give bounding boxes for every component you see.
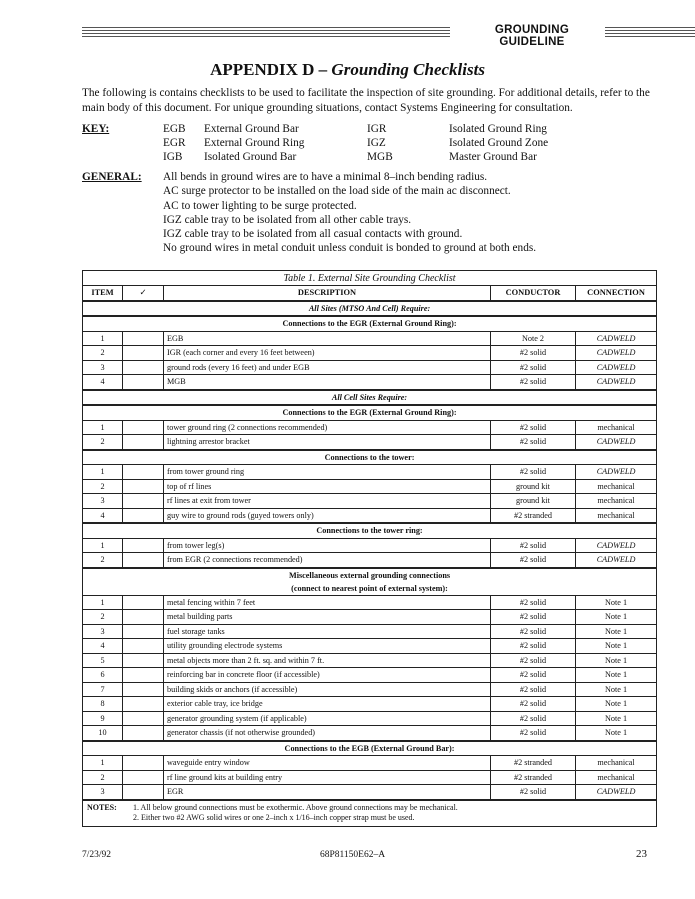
item-number: 1 xyxy=(83,420,123,435)
subsection-header-row xyxy=(83,741,657,756)
description-cell: reinforcing bar in concrete floor (if accessible) xyxy=(164,668,491,683)
conductor-cell: #2 solid xyxy=(491,726,576,741)
description-cell: top of rf lines xyxy=(164,479,491,494)
section-heading-text: Connections to the tower ring: xyxy=(316,526,423,536)
description-cell: utility grounding electrode systems xyxy=(164,639,491,654)
check-cell[interactable] xyxy=(123,420,164,435)
footer-page-number: 23 xyxy=(636,848,647,860)
check-cell[interactable] xyxy=(123,711,164,726)
table-row xyxy=(83,785,657,800)
connection-cell: CADWELD xyxy=(576,346,657,361)
connection-cell: Note 1 xyxy=(576,668,657,683)
connection-cell: CADWELD xyxy=(576,360,657,375)
check-cell[interactable] xyxy=(123,595,164,610)
section-heading xyxy=(83,390,657,406)
conductor-cell: #2 solid xyxy=(491,785,576,800)
description-cell: from tower ground ring xyxy=(164,465,491,480)
item-number: 1 xyxy=(83,756,123,771)
description-cell: rf line ground kits at building entry xyxy=(164,770,491,785)
appendix-title: Grounding Checklists xyxy=(331,60,485,79)
description-cell: guy wire to ground rods (guyed towers only) xyxy=(164,508,491,523)
table-row xyxy=(83,653,657,668)
key-definition: Isolated Ground Bar xyxy=(204,151,297,163)
connection-cell: mechanical xyxy=(576,494,657,509)
key-definition: Isolated Ground Zone xyxy=(449,137,549,149)
notes-row xyxy=(83,800,657,827)
column-header-check-icon: ✓ xyxy=(123,286,164,301)
header-rule-right xyxy=(605,27,695,37)
description-cell: fuel storage tanks xyxy=(164,624,491,639)
subsection-header-row xyxy=(83,568,657,596)
check-cell[interactable] xyxy=(123,465,164,480)
section-heading xyxy=(83,301,657,317)
connection-cell: Note 1 xyxy=(576,697,657,712)
connection-cell: Note 1 xyxy=(576,653,657,668)
description-cell: metal objects more than 2 ft. sq. and within 7 ft. xyxy=(164,653,491,668)
conductor-cell: #2 solid xyxy=(491,538,576,553)
conductor-cell: #2 solid xyxy=(491,553,576,568)
item-number: 3 xyxy=(83,624,123,639)
connection-cell: mechanical xyxy=(576,508,657,523)
item-number: 8 xyxy=(83,697,123,712)
table-row xyxy=(83,331,657,346)
section-heading xyxy=(83,450,657,465)
key-definition: External Ground Ring xyxy=(204,137,305,149)
table-row xyxy=(83,375,657,390)
check-cell[interactable] xyxy=(123,697,164,712)
section-heading xyxy=(83,568,657,596)
table-row xyxy=(83,494,657,509)
conductor-cell: #2 solid xyxy=(491,711,576,726)
check-cell[interactable] xyxy=(123,785,164,800)
table-row xyxy=(83,697,657,712)
check-cell[interactable] xyxy=(123,375,164,390)
key-definition: Isolated Ground Ring xyxy=(449,123,547,135)
item-number: 2 xyxy=(83,346,123,361)
item-number: 6 xyxy=(83,668,123,683)
column-header-item: ITEM xyxy=(83,286,123,301)
description-cell: ground rods (every 16 feet) and under EGB xyxy=(164,360,491,375)
connection-cell: Note 1 xyxy=(576,624,657,639)
section-header-row xyxy=(83,301,657,317)
connection-cell: CADWELD xyxy=(576,785,657,800)
connection-cell: CADWELD xyxy=(576,375,657,390)
table-row xyxy=(83,553,657,568)
conductor-cell: #2 stranded xyxy=(491,770,576,785)
description-cell: from EGR (2 connections recommended) xyxy=(164,553,491,568)
check-cell[interactable] xyxy=(123,538,164,553)
conductor-cell: #2 stranded xyxy=(491,508,576,523)
conductor-cell: #2 solid xyxy=(491,420,576,435)
key-label: KEY: xyxy=(82,123,110,135)
conductor-cell: #2 solid xyxy=(491,697,576,712)
item-number: 2 xyxy=(83,553,123,568)
item-number: 1 xyxy=(83,465,123,480)
check-cell[interactable] xyxy=(123,610,164,625)
table-row xyxy=(83,420,657,435)
connection-cell: mechanical xyxy=(576,479,657,494)
connection-cell: mechanical xyxy=(576,770,657,785)
section-heading xyxy=(83,523,657,538)
section-heading-text: (connect to nearest point of external system): xyxy=(291,583,448,593)
item-number: 3 xyxy=(83,494,123,509)
table-row xyxy=(83,360,657,375)
table-row xyxy=(83,682,657,697)
conductor-cell: #2 solid xyxy=(491,639,576,654)
description-cell: IGR (each corner and every 16 feet between) xyxy=(164,346,491,361)
table-row xyxy=(83,538,657,553)
footer-doc-number: 68P81150E62–A xyxy=(320,850,386,860)
check-cell[interactable] xyxy=(123,553,164,568)
section-heading-text: Connections to the EGB (External Ground Bar): xyxy=(284,743,455,753)
subsection-header-row xyxy=(83,316,657,331)
table-row xyxy=(83,639,657,654)
general-item: AC surge protector to be installed on the load side of the main ac disconnect. xyxy=(163,185,511,198)
section-heading xyxy=(83,316,657,331)
table-row xyxy=(83,346,657,361)
item-number: 9 xyxy=(83,711,123,726)
item-number: 10 xyxy=(83,726,123,741)
connection-cell: CADWELD xyxy=(576,465,657,480)
key-abbreviation: EGB xyxy=(163,123,186,135)
general-item: No ground wires in metal conduit unless conduit is bonded to ground at both ends. xyxy=(163,242,537,255)
check-cell[interactable] xyxy=(123,494,164,509)
key-definition: Master Ground Bar xyxy=(449,151,537,163)
connection-cell: mechanical xyxy=(576,756,657,771)
general-item: IGZ cable tray to be isolated from all casual contacts with ground. xyxy=(163,228,463,241)
check-cell[interactable] xyxy=(123,726,164,741)
key-abbreviation: MGB xyxy=(367,151,393,163)
column-header-conductor: CONDUCTOR xyxy=(491,286,576,301)
conductor-cell: ground kit xyxy=(491,494,576,509)
notes-cell xyxy=(83,800,657,827)
header-rule-left xyxy=(82,27,450,37)
key-abbreviation: IGZ xyxy=(367,137,386,149)
description-cell: EGR xyxy=(164,785,491,800)
note-item: 2. Either two #2 AWG solid wires or one 2–inch x 1/16–inch copper strap must be used. xyxy=(133,813,415,822)
connection-cell: Note 1 xyxy=(576,639,657,654)
check-cell[interactable] xyxy=(123,668,164,683)
page-title xyxy=(0,60,695,80)
connection-cell: Note 1 xyxy=(576,726,657,741)
conductor-cell: #2 stranded xyxy=(491,756,576,771)
conductor-cell: #2 solid xyxy=(491,595,576,610)
item-number: 2 xyxy=(83,610,123,625)
table-row xyxy=(83,668,657,683)
check-cell[interactable] xyxy=(123,435,164,450)
section-heading-text: All Cell Sites Require: xyxy=(331,392,408,402)
table-row xyxy=(83,435,657,450)
check-cell[interactable] xyxy=(123,624,164,639)
general-item: AC to tower lighting to be surge protected. xyxy=(163,199,357,212)
section-heading xyxy=(83,405,657,420)
subsection-header-row xyxy=(83,450,657,465)
item-number: 3 xyxy=(83,785,123,800)
connection-cell: Note 1 xyxy=(576,711,657,726)
header-title: GROUNDING GUIDELINE xyxy=(494,24,570,48)
table-row xyxy=(83,508,657,523)
check-cell[interactable] xyxy=(123,756,164,771)
conductor-cell: #2 solid xyxy=(491,375,576,390)
check-cell[interactable] xyxy=(123,360,164,375)
description-cell: building skids or anchors (if accessible) xyxy=(164,682,491,697)
connection-cell: CADWELD xyxy=(576,331,657,346)
item-number: 5 xyxy=(83,653,123,668)
key-definition: External Ground Bar xyxy=(204,123,299,135)
appendix-label: APPENDIX D – xyxy=(210,60,332,79)
conductor-cell: #2 solid xyxy=(491,435,576,450)
table-row xyxy=(83,726,657,741)
key-abbreviation: IGB xyxy=(163,151,183,163)
general-section xyxy=(82,170,662,256)
check-cell[interactable] xyxy=(123,479,164,494)
notes-label: NOTES: xyxy=(87,802,117,812)
connection-cell: Note 1 xyxy=(576,682,657,697)
description-cell: waveguide entry window xyxy=(164,756,491,771)
item-number: 2 xyxy=(83,479,123,494)
connection-cell: Note 1 xyxy=(576,595,657,610)
section-heading-text: Connections to the EGR (External Ground Ring): xyxy=(282,408,457,418)
item-number: 4 xyxy=(83,639,123,654)
table-title: Table 1. External Site Grounding Checklist xyxy=(83,271,657,286)
check-cell[interactable] xyxy=(123,639,164,654)
description-cell: tower ground ring (2 connections recommended) xyxy=(164,420,491,435)
connection-cell: CADWELD xyxy=(576,553,657,568)
connection-cell: CADWELD xyxy=(576,538,657,553)
description-cell: metal building parts xyxy=(164,610,491,625)
item-number: 2 xyxy=(83,770,123,785)
description-cell: rf lines at exit from tower xyxy=(164,494,491,509)
conductor-cell: #2 solid xyxy=(491,682,576,697)
grounding-checklist-table xyxy=(82,270,657,827)
key-abbreviation: IGR xyxy=(367,123,387,135)
description-cell: MGB xyxy=(164,375,491,390)
footer-date: 7/23/92 xyxy=(82,850,112,860)
description-cell: exterior cable tray, ice bridge xyxy=(164,697,491,712)
connection-cell: CADWELD xyxy=(576,435,657,450)
key-abbreviation: EGR xyxy=(163,137,186,149)
section-header-row xyxy=(83,390,657,406)
check-cell[interactable] xyxy=(123,682,164,697)
table-row xyxy=(83,770,657,785)
running-header xyxy=(82,24,695,48)
item-number: 7 xyxy=(83,682,123,697)
section-heading-text: Connections to the EGR (External Ground Ring): xyxy=(282,319,457,329)
item-number: 4 xyxy=(83,375,123,390)
item-number: 1 xyxy=(83,538,123,553)
conductor-cell: #2 solid xyxy=(491,668,576,683)
conductor-cell: #2 solid xyxy=(491,653,576,668)
conductor-cell: #2 solid xyxy=(491,360,576,375)
description-cell: generator grounding system (if applicable) xyxy=(164,711,491,726)
subsection-header-row xyxy=(83,523,657,538)
table-row xyxy=(83,610,657,625)
item-number: 1 xyxy=(83,595,123,610)
table-row xyxy=(83,756,657,771)
subsection-header-row xyxy=(83,405,657,420)
section-heading-text: All Sites (MTSO And Cell) Require: xyxy=(308,303,431,313)
check-cell[interactable] xyxy=(123,653,164,668)
general-label: GENERAL: xyxy=(82,171,142,183)
general-item: All bends in ground wires are to have a minimal 8–inch bending radius. xyxy=(163,171,488,183)
connection-cell: Note 1 xyxy=(576,610,657,625)
table-row xyxy=(83,711,657,726)
note-item: 1. All below ground connections must be exothermic. Above ground connections may be mechanical. xyxy=(133,802,458,812)
description-cell: EGB xyxy=(164,331,491,346)
section-heading-text: Connections to the tower: xyxy=(324,452,415,462)
description-cell: from tower leg(s) xyxy=(164,538,491,553)
conductor-cell: ground kit xyxy=(491,479,576,494)
table-row xyxy=(83,624,657,639)
conductor-cell: #2 solid xyxy=(491,610,576,625)
connection-cell: mechanical xyxy=(576,420,657,435)
table-row xyxy=(83,465,657,480)
item-number: 4 xyxy=(83,508,123,523)
check-cell[interactable] xyxy=(123,331,164,346)
description-cell: lightning arrestor bracket xyxy=(164,435,491,450)
description-cell: generator chassis (if not otherwise grounded) xyxy=(164,726,491,741)
section-heading xyxy=(83,741,657,756)
table-row xyxy=(83,595,657,610)
column-header-description: DESCRIPTION xyxy=(164,286,491,301)
check-cell[interactable] xyxy=(123,508,164,523)
table-row xyxy=(83,479,657,494)
item-number: 1 xyxy=(83,331,123,346)
item-number: 3 xyxy=(83,360,123,375)
conductor-cell: #2 solid xyxy=(491,346,576,361)
item-number: 2 xyxy=(83,435,123,450)
check-cell[interactable] xyxy=(123,346,164,361)
description-cell: metal fencing within 7 feet xyxy=(164,595,491,610)
conductor-cell: Note 2 xyxy=(491,331,576,346)
section-heading-text: Miscellaneous external grounding connections xyxy=(288,570,451,580)
general-item: IGZ cable tray to be isolated from all other cable trays. xyxy=(163,213,412,226)
column-header-connection: CONNECTION xyxy=(576,286,657,301)
conductor-cell: #2 solid xyxy=(491,465,576,480)
intro-paragraph: The following is contains checklists to be used to facilitate the inspection of site grounding. For additional details, refer to the main body of this document. For unique grounding situations, contact Systems Engineering for consultation. xyxy=(82,87,650,114)
check-cell[interactable] xyxy=(123,770,164,785)
conductor-cell: #2 solid xyxy=(491,624,576,639)
